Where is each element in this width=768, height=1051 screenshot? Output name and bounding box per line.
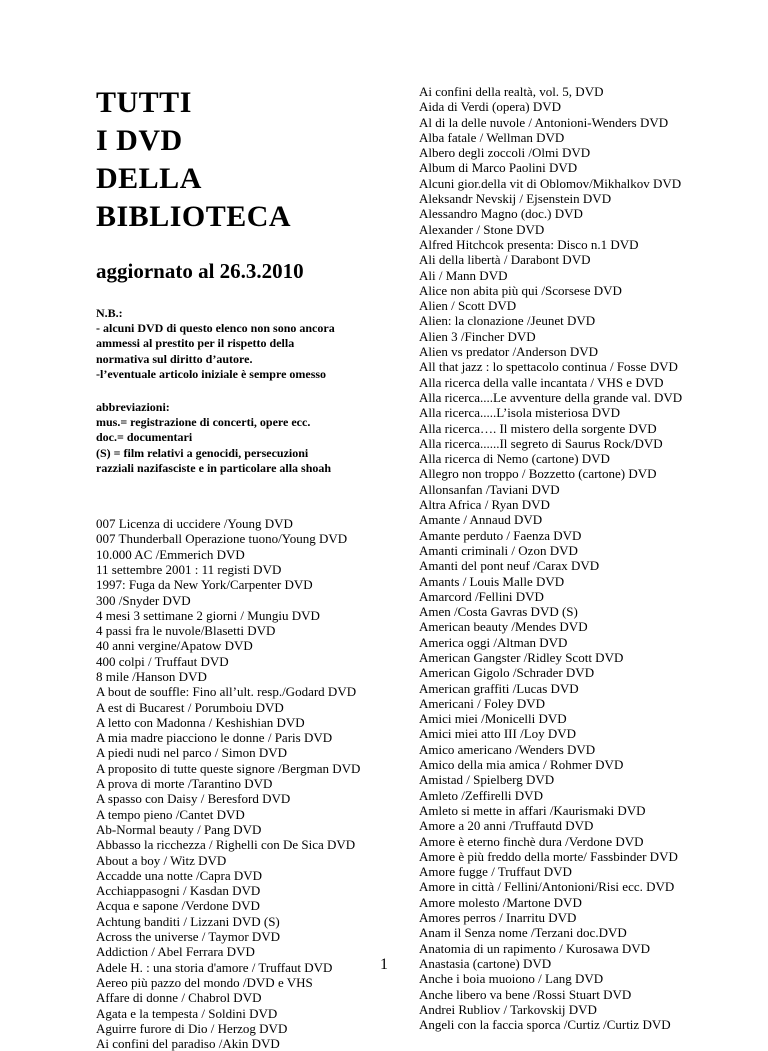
list-item: Angeli con la faccia sporca /Curtiz /Curtiz DVD	[419, 1017, 671, 1033]
list-item: Anche i boia muoiono / Lang DVD	[419, 971, 604, 987]
list-item: Aida di Verdi (opera) DVD	[419, 99, 561, 115]
list-item: 11 settembre 2001 : 11 registi DVD	[96, 561, 282, 577]
list-item: Alla ricerca.....L’isola misteriosa DVD	[419, 405, 620, 421]
list-item: Alien: la clonazione /Jeunet DVD	[419, 313, 596, 329]
list-item: Amore fugge / Truffaut DVD	[419, 864, 572, 880]
list-item: 40 anni vergine/Apatow DVD	[96, 638, 253, 654]
list-item: Across the universe / Taymor DVD	[96, 929, 281, 945]
list-item: 10.000 AC /Emmerich DVD	[96, 546, 245, 562]
list-item: A est di Bucarest / Porumboiu DVD	[96, 699, 284, 715]
list-item: Amanti criminali / Ozon DVD	[419, 542, 578, 558]
note-line: ammessi al prestito per il rispetto della	[96, 336, 295, 351]
list-item: Alien / Scott DVD	[419, 298, 517, 314]
abbreviation-line: (S) = film relativi a genocidi, persecuzioni	[96, 445, 309, 460]
list-item: Alla ricerca della valle incantata / VHS e DVD	[419, 374, 664, 390]
list-item: Alla ricerca....Le avventure della grande val. DVD	[419, 389, 683, 405]
notes-block	[96, 306, 366, 382]
list-item: About a boy / Witz DVD	[96, 852, 227, 868]
abbreviation-line: doc.= documentari	[96, 430, 193, 445]
list-item: Amici miei /Monicelli DVD	[419, 711, 567, 727]
list-item: Amico americano /Wenders DVD	[419, 741, 596, 757]
list-item: 007 Thunderball Operazione tuono/Young DVD	[96, 531, 348, 547]
list-item: Affare di donne / Chabrol DVD	[96, 990, 262, 1006]
list-item: Albero degli zoccoli /Olmi DVD	[419, 145, 591, 161]
list-item: Acqua e sapone /Verdone DVD	[96, 898, 260, 914]
list-item: American beauty /Mendes DVD	[419, 619, 588, 635]
list-item: Alien vs predator /Anderson DVD	[419, 344, 599, 360]
list-item: Alba fatale / Wellman DVD	[419, 129, 565, 145]
list-item: Acchiappasogni / Kasdan DVD	[96, 883, 261, 899]
note-line: - alcuni DVD di questo elenco non sono ancora	[96, 321, 335, 336]
list-item: 400 colpi / Truffaut DVD	[96, 653, 229, 669]
list-item: 1997: Fuga da New York/Carpenter DVD	[96, 577, 313, 593]
title-line: I DVD	[96, 124, 183, 157]
list-item: Amico della mia amica / Rohmer DVD	[419, 757, 624, 773]
list-item: A bout de souffle: Fino all’ult. resp./Godard DVD	[96, 684, 357, 700]
list-item: A proposito di tutte queste signore /Bergman DVD	[96, 760, 361, 776]
list-item: Anam il Senza nome /Terzani doc.DVD	[419, 925, 627, 941]
list-item: Anastasia (cartone) DVD	[419, 955, 552, 971]
list-item: Alla ricerca…. Il mistero della sorgente DVD	[419, 420, 657, 436]
list-item: Accadde una notte /Capra DVD	[96, 867, 263, 883]
list-item: Alien 3 /Fincher DVD	[419, 328, 536, 344]
list-item: Alfred Hitchcok presenta: Disco n.1 DVD	[419, 236, 639, 252]
list-item: A spasso con Daisy / Beresford DVD	[96, 791, 291, 807]
list-item: Anche libero va bene /Rossi Stuart DVD	[419, 986, 632, 1002]
list-item: 4 passi fra le nuvole/Blasetti DVD	[96, 623, 276, 639]
list-item: All that jazz : lo spettacolo continua / Fosse DVD	[419, 359, 678, 375]
list-item: 007 Licenza di uccidere /Young DVD	[96, 516, 293, 532]
list-item: Amore molesto /Martone DVD	[419, 894, 582, 910]
title-line: TUTTI	[96, 86, 192, 119]
list-item: Amores perros / Inarritu DVD	[419, 910, 577, 926]
list-item: Ali della libertà / Darabont DVD	[419, 252, 591, 268]
update-date: aggiornato al 26.3.2010	[96, 259, 304, 283]
list-item: Achtung banditi / Lizzani DVD (S)	[96, 913, 280, 929]
dvd-list-right	[419, 84, 719, 1032]
list-item: Ai confini della realtà, vol. 5, DVD	[419, 84, 604, 99]
list-item: Alexander / Stone DVD	[419, 221, 545, 237]
list-item: Amante perduto / Faenza DVD	[419, 527, 582, 543]
list-item: Altra Africa / Ryan DVD	[419, 497, 550, 513]
list-item: Abbasso la ricchezza / Righelli con De Sica DVD	[96, 837, 356, 853]
list-item: A tempo pieno /Cantet DVD	[96, 806, 245, 822]
list-item: Alla ricerca di Nemo (cartone) DVD	[419, 451, 610, 467]
list-item: Album di Marco Paolini DVD	[419, 160, 578, 176]
note-line: N.B.:	[96, 306, 123, 320]
list-item: A letto con Madonna / Keshishian DVD	[96, 714, 305, 730]
list-item: American Gigolo /Schrader DVD	[419, 665, 595, 681]
note-line: -l’eventuale articolo iniziale è sempre omesso	[96, 366, 327, 381]
list-item: 8 mile /Hanson DVD	[96, 669, 207, 684]
list-item: Aereo più pazzo del mondo /DVD e VHS	[96, 974, 313, 990]
list-item: Alessandro Magno (doc.) DVD	[419, 206, 583, 222]
list-item: Americani / Foley DVD	[419, 695, 546, 711]
list-item: Agata e la tempesta / Soldini DVD	[96, 1005, 278, 1021]
list-item: American graffiti /Lucas DVD	[419, 680, 579, 696]
list-item: Amante / Annaud DVD	[419, 512, 543, 528]
list-item: 300 /Snyder DVD	[96, 592, 191, 608]
list-item: A mia madre piacciono le donne / Paris DVD	[96, 730, 333, 746]
list-item: Allegro non troppo / Bozzetto (cartone) DVD	[419, 466, 657, 482]
list-item: Andrei Rubliov / Tarkovskij DVD	[419, 1001, 597, 1017]
left-column	[96, 84, 366, 1051]
page-title	[96, 84, 366, 236]
right-column	[419, 84, 719, 1032]
list-item: Amore è eterno finchè dura /Verdone DVD	[419, 833, 644, 849]
abbreviations-block	[96, 400, 366, 476]
note-line: normativa sul diritto d’autore.	[96, 351, 253, 366]
list-item: Ai confini del paradiso /Akin DVD	[96, 1036, 280, 1051]
list-item: Addiction / Abel Ferrara DVD	[96, 944, 255, 960]
list-item: Amici miei atto III /Loy DVD	[419, 726, 577, 742]
list-item: Alla ricerca......Il segreto di Saurus Rock/DVD	[419, 435, 663, 451]
list-item: Amants / Louis Malle DVD	[419, 573, 565, 589]
list-item: Amarcord /Fellini DVD	[419, 588, 544, 604]
list-item: A prova di morte /Tarantino DVD	[96, 776, 273, 792]
list-item: Ab-Normal beauty / Pang DVD	[96, 821, 262, 837]
list-item: Amistad / Spielberg DVD	[419, 772, 555, 788]
list-item: Anatomia di un rapimento / Kurosawa DVD	[419, 940, 651, 956]
list-item: America oggi /Altman DVD	[419, 634, 568, 650]
list-item: Alice non abita più qui /Scorsese DVD	[419, 282, 622, 298]
list-item: Amleto si mette in affari /Kaurismaki DVD	[419, 802, 646, 818]
list-item: American Gangster /Ridley Scott DVD	[419, 649, 624, 665]
list-item: A piedi nudi nel parco / Simon DVD	[96, 745, 288, 761]
title-line: BIBLIOTECA	[96, 200, 292, 233]
abbreviation-line: mus.= registrazione di concerti, opere ecc.	[96, 415, 311, 430]
list-item: Amore in città / Fellini/Antonioni/Risi ecc. DVD	[419, 879, 675, 895]
list-item: Aguirre furore di Dio / Herzog DVD	[96, 1020, 288, 1036]
list-item: Adele H. : una storia d'amore / Truffaut DVD	[96, 959, 333, 975]
list-item: Amen /Costa Gavras DVD (S)	[419, 604, 578, 620]
list-item: Aleksandr Nevskij / Ejsenstein DVD	[419, 191, 612, 207]
list-item: Amleto /Zeffirelli DVD	[419, 787, 543, 803]
abbreviation-line: abbreviazioni:	[96, 400, 170, 415]
list-item: 4 mesi 3 settimane 2 giorni / Mungiu DVD	[96, 607, 320, 623]
list-item: Amanti del pont neuf /Carax DVD	[419, 558, 600, 574]
list-item: Allonsanfan /Taviani DVD	[419, 481, 560, 497]
abbreviation-line: razziali nazifasciste e in particolare alla shoah	[96, 460, 332, 475]
list-item: Al di la delle nuvole / Antonioni-Wenders DVD	[419, 114, 669, 130]
page-number: 1	[380, 956, 388, 973]
list-item: Amore a 20 anni /Truffautd DVD	[419, 818, 594, 834]
title-line: DELLA	[96, 162, 202, 195]
list-item: Alcuni gior.della vit di Oblomov/Mikhalkov DVD	[419, 175, 682, 191]
list-item: Ali / Mann DVD	[419, 267, 508, 283]
list-item: Amore è più freddo della morte/ Fassbinder DVD	[419, 848, 678, 864]
